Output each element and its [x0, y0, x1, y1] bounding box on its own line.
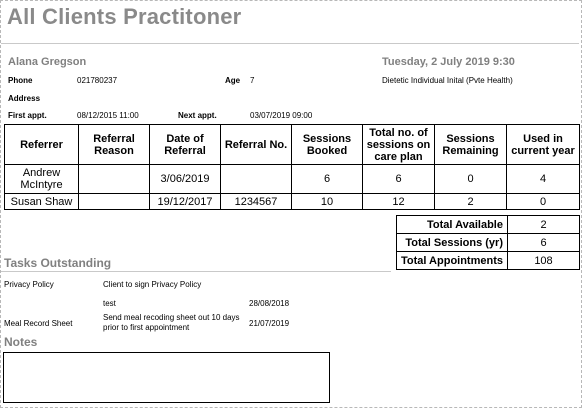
- task-description: Send meal recoding sheet out 10 days prior to first appointment: [103, 313, 240, 332]
- total-appointments-value: 108: [508, 252, 580, 270]
- column-header: Used in current year: [507, 125, 580, 165]
- table-cell: 10: [292, 194, 363, 210]
- task-name: Privacy Policy: [4, 280, 54, 289]
- phone-label: Phone: [8, 76, 33, 85]
- appointment-datetime: Tuesday, 2 July 2019 9:30: [382, 56, 515, 68]
- total-appointments-label: Total Appointments: [397, 252, 508, 270]
- task-name: Meal Record Sheet: [4, 319, 73, 328]
- table-cell: 6: [363, 165, 435, 194]
- table-cell: 0: [435, 165, 507, 194]
- table-cell: 2: [435, 194, 507, 210]
- totals-row: [397, 216, 580, 234]
- table-cell: [221, 165, 292, 194]
- task-date: 21/07/2019: [249, 319, 290, 328]
- address-label: Address: [8, 94, 41, 103]
- table-cell: Susan Shaw: [5, 194, 79, 210]
- report-title: All Clients Practitoner: [7, 4, 242, 29]
- age-value: 7: [250, 76, 255, 85]
- column-header: Total no. of sessions on care plan: [363, 125, 435, 165]
- table-cell: [79, 165, 150, 194]
- notes-box: [3, 352, 330, 403]
- total-sessions-label: Total Sessions (yr): [397, 234, 508, 252]
- tasks-divider: [1, 271, 391, 272]
- task-description: test: [103, 299, 116, 308]
- first-appt-value: 08/12/2015 11:00: [77, 111, 139, 120]
- column-header: Referrer: [5, 125, 79, 165]
- total-sessions-value: 6: [508, 234, 580, 252]
- next-appt-label: Next appt.: [178, 111, 217, 120]
- task-date: 28/08/2018: [249, 299, 290, 308]
- column-header: Sessions Remaining: [435, 125, 507, 165]
- column-header: Date of Referral: [150, 125, 221, 165]
- table-cell: Andrew McIntyre: [5, 165, 79, 194]
- age-label: Age: [225, 76, 241, 85]
- table-cell: 0: [507, 194, 580, 210]
- phone-value: 021780237: [77, 76, 118, 85]
- table-cell: 1234567: [221, 194, 292, 210]
- referrals-table: [4, 124, 580, 210]
- task-description: Client to sign Privacy Policy: [103, 280, 202, 289]
- table-cell: 3/06/2019: [150, 165, 221, 194]
- table-header-row: [5, 125, 580, 165]
- totals-table: [396, 215, 580, 270]
- tasks-heading: Tasks Outstanding: [4, 256, 112, 270]
- column-header: Sessions Booked: [292, 125, 363, 165]
- service-type: Dietetic Individual Inital (Pvte Health): [382, 76, 513, 85]
- first-appt-label: First appt.: [8, 111, 47, 120]
- column-header: Referral Reason: [79, 125, 150, 165]
- total-available-label: Total Available: [397, 216, 508, 234]
- client-name: Alana Gregson: [8, 56, 87, 68]
- table-row: [5, 194, 580, 210]
- totals-row: [397, 234, 580, 252]
- totals-row: [397, 252, 580, 270]
- table-row: [5, 165, 580, 194]
- table-cell: 19/12/2017: [150, 194, 221, 210]
- total-available-value: 2: [508, 216, 580, 234]
- table-cell: 12: [363, 194, 435, 210]
- table-cell: 6: [292, 165, 363, 194]
- notes-heading: Notes: [4, 335, 38, 349]
- table-cell: [79, 194, 150, 210]
- table-cell: 4: [507, 165, 580, 194]
- next-appt-value: 03/07/2019 09:00: [250, 111, 313, 120]
- column-header: Referral No.: [221, 125, 292, 165]
- header-divider: [1, 43, 579, 44]
